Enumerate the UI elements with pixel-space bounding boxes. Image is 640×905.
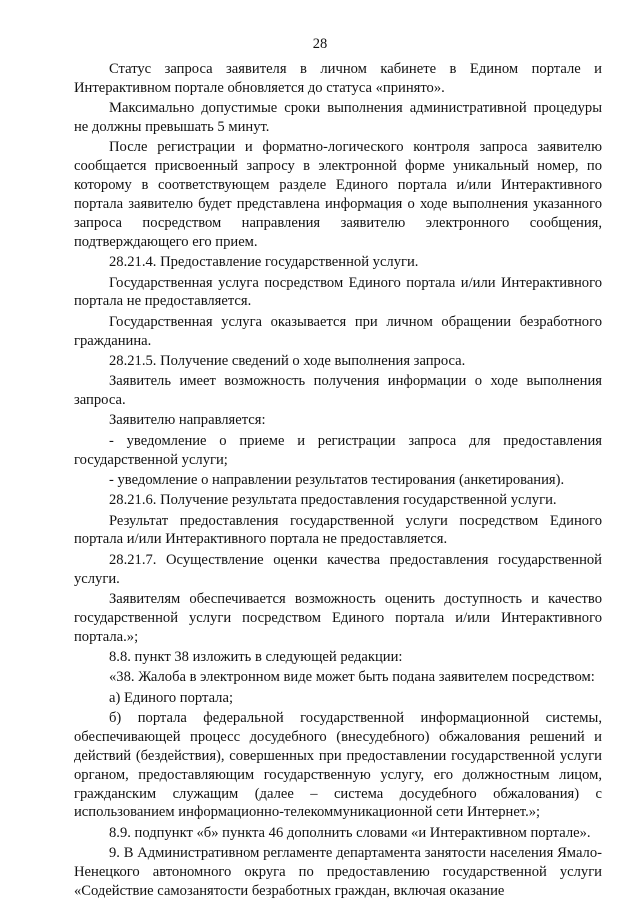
paragraph: Заявитель имеет возможность получения информации о ходе выполнения запроса.: [74, 373, 602, 409]
paragraph: 9. В Административном регламенте департамента занятости населения Ямало-Ненецкого автономного округа по предоставлению государственной услуги «Содействие самозанятости безработных граждан, включая оказание: [74, 845, 602, 899]
paragraph: 8.9. подпункт «б» пункта 46 дополнить словами «и Интерактивном портале».: [109, 824, 591, 841]
paragraph: Государственная услуга посредством Единого портала и/или Интерактивного портала не предоставляется.: [74, 274, 602, 310]
paragraph: Статус запроса заявителя в личном кабинете в Едином портале и Интерактивном портале обновляется до статуса «принято».: [74, 61, 602, 96]
section-heading: 28.21.5. Получение сведений о ходе выполнения запроса.: [109, 352, 466, 369]
document-body: [74, 60, 602, 902]
paragraph: Заявителям обеспечивается возможность оценить доступность и качество государственной услуги посредством Единого портала и/или Интерактивного портала.»;: [74, 590, 602, 645]
paragraph: После регистрации и форматно-логического контроля запроса заявителю сообщается присвоенный запросу в электронной форме уникальный номер, по которому в соответствующем разделе Единого портала и/или Интерактивного портала заявителю будет представлена информация о ходе выполнения указанного запроса посредством направления заявителю электронного сообщения, подтверждающего его прием.: [74, 139, 602, 250]
paragraph: Государственная услуга оказывается при личном обращении безработного гражданина.: [74, 313, 602, 349]
section-heading: 28.21.4. Предоставление государственной услуги.: [109, 254, 419, 271]
paragraph: 8.8. пункт 38 изложить в следующей редакции:: [109, 649, 403, 666]
paragraph: «38. Жалоба в электронном виде может быть подана заявителем посредством:: [109, 669, 595, 686]
list-item: - уведомление о приеме и регистрации запроса для предоставления государственной услуги;: [74, 432, 602, 468]
list-item: а) Единого портала;: [109, 689, 233, 706]
list-item: б) портала федеральной государственной информационной системы, обеспечивающей процесс досудебного (внесудебного) обжалования решений и действий (бездействия), совершенных при предоставлении государственной услуги органом, предоставляющим государственную услугу, его должностным лицом, гражданским служащим (далее – система досудебного обжалования) с использованием информационно-телекоммуникационной сети Интернет.»;: [74, 709, 602, 821]
paragraph: Максимально допустимые сроки выполнения административной процедуры не должны превышать 5 минут.: [74, 100, 602, 136]
paragraph: Результат предоставления государственной услуги посредством Единого портала и/или Интерактивного портала не предоставляется.: [74, 512, 602, 548]
section-heading: 28.21.7. Осуществление оценки качества предоставления государственной услуги.: [74, 551, 602, 587]
paragraph: Заявителю направляется:: [109, 412, 266, 429]
page-number: 28: [312, 36, 328, 52]
list-item: - уведомление о направлении результатов тестирования (анкетирования).: [109, 471, 565, 488]
section-heading: 28.21.6. Получение результата предоставления государственной услуги.: [109, 492, 557, 509]
